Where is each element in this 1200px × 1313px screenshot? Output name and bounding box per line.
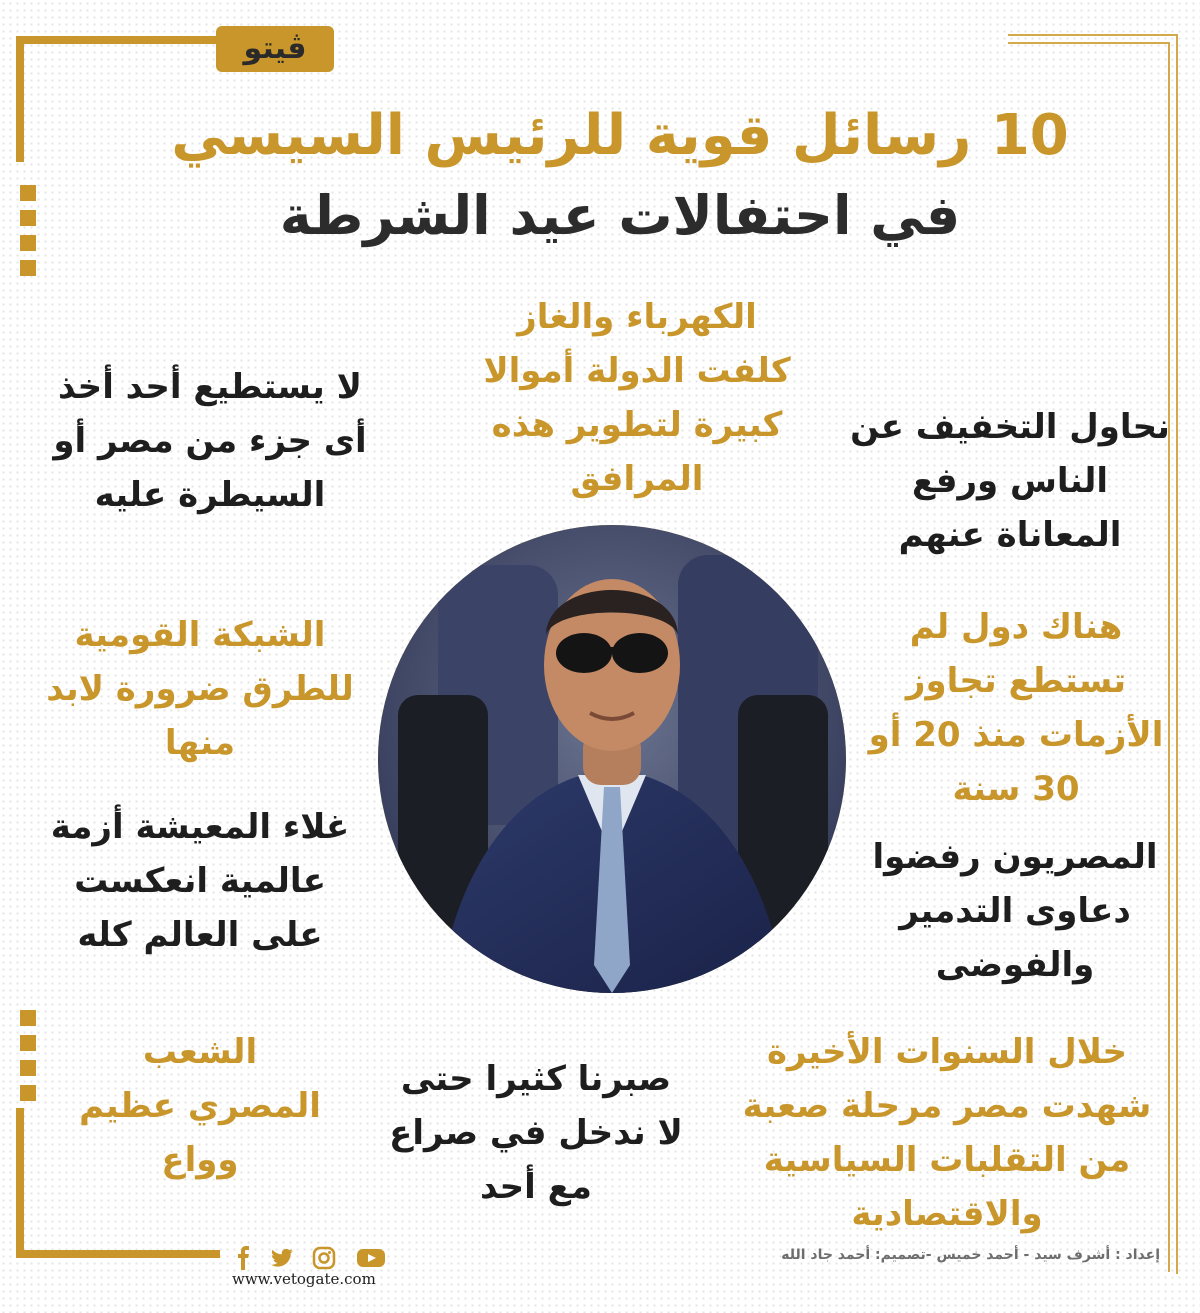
frame-top-left-bar <box>16 36 220 44</box>
frame-top-right-line-2 <box>1008 42 1170 44</box>
message-countries-crises: هناك دول لم تستطع تجاوز الأزمات منذ 20 أو 30 سنة <box>868 607 1164 809</box>
website-url[interactable]: www.vetogate.com <box>232 1270 376 1288</box>
frame-left-bar-lower <box>16 1108 24 1258</box>
frame-bottom-left-bar <box>16 1250 220 1258</box>
instagram-icon[interactable] <box>312 1246 336 1270</box>
message-no-one-take-egypt: لا يستطيع أحد أخذ أى جزء من مصر أو السيطرة عليه <box>53 367 367 515</box>
frame-right-line <box>1176 34 1178 1274</box>
message-electricity-gas: الكهرباء والغاز كلفت الدولة أموالا كبيرة لتطوير هذه المرافق <box>483 297 791 499</box>
frame-left-bar-upper <box>16 36 24 162</box>
headline-subtitle: في احتفالات عيد الشرطة <box>279 184 961 247</box>
message-cost-of-living: غلاء المعيشة أزمة عالمية انعكست على العالم كله <box>50 807 350 955</box>
twitter-icon[interactable] <box>270 1246 294 1270</box>
message-great-people: الشعب المصري عظيم وواع <box>79 1032 321 1180</box>
facebook-icon[interactable] <box>232 1246 256 1270</box>
message-recent-years: خلال السنوات الأخيرة شهدت مصر مرحلة صعبة من التقلبات السياسية والاقتصادية <box>742 1032 1152 1234</box>
youtube-icon[interactable] <box>356 1246 386 1270</box>
message-patience: صبرنا كثيرا حتى لا ندخل في صراع مع أحد <box>389 1059 683 1207</box>
message-egyptians-refused: المصريون رفضوا دعاوى التدمير والفوضى <box>872 837 1158 985</box>
message-ease-people: نحاول التخفيف عن الناس ورفع المعاناة عنهم <box>850 407 1170 555</box>
brand-logo: ڤيتو <box>216 26 334 72</box>
message-national-roads: الشبكة القومية للطرق ضرورة لابد منها <box>46 615 354 763</box>
headline-title: 10 رسائل قوية للرئيس السيسي <box>171 103 1069 168</box>
frame-top-right-line <box>1008 34 1178 36</box>
president-portrait <box>378 525 846 993</box>
credit-line: إعداد : أشرف سيد - أحمد خميس -تصميم: أحمد جاد الله <box>781 1247 1160 1263</box>
